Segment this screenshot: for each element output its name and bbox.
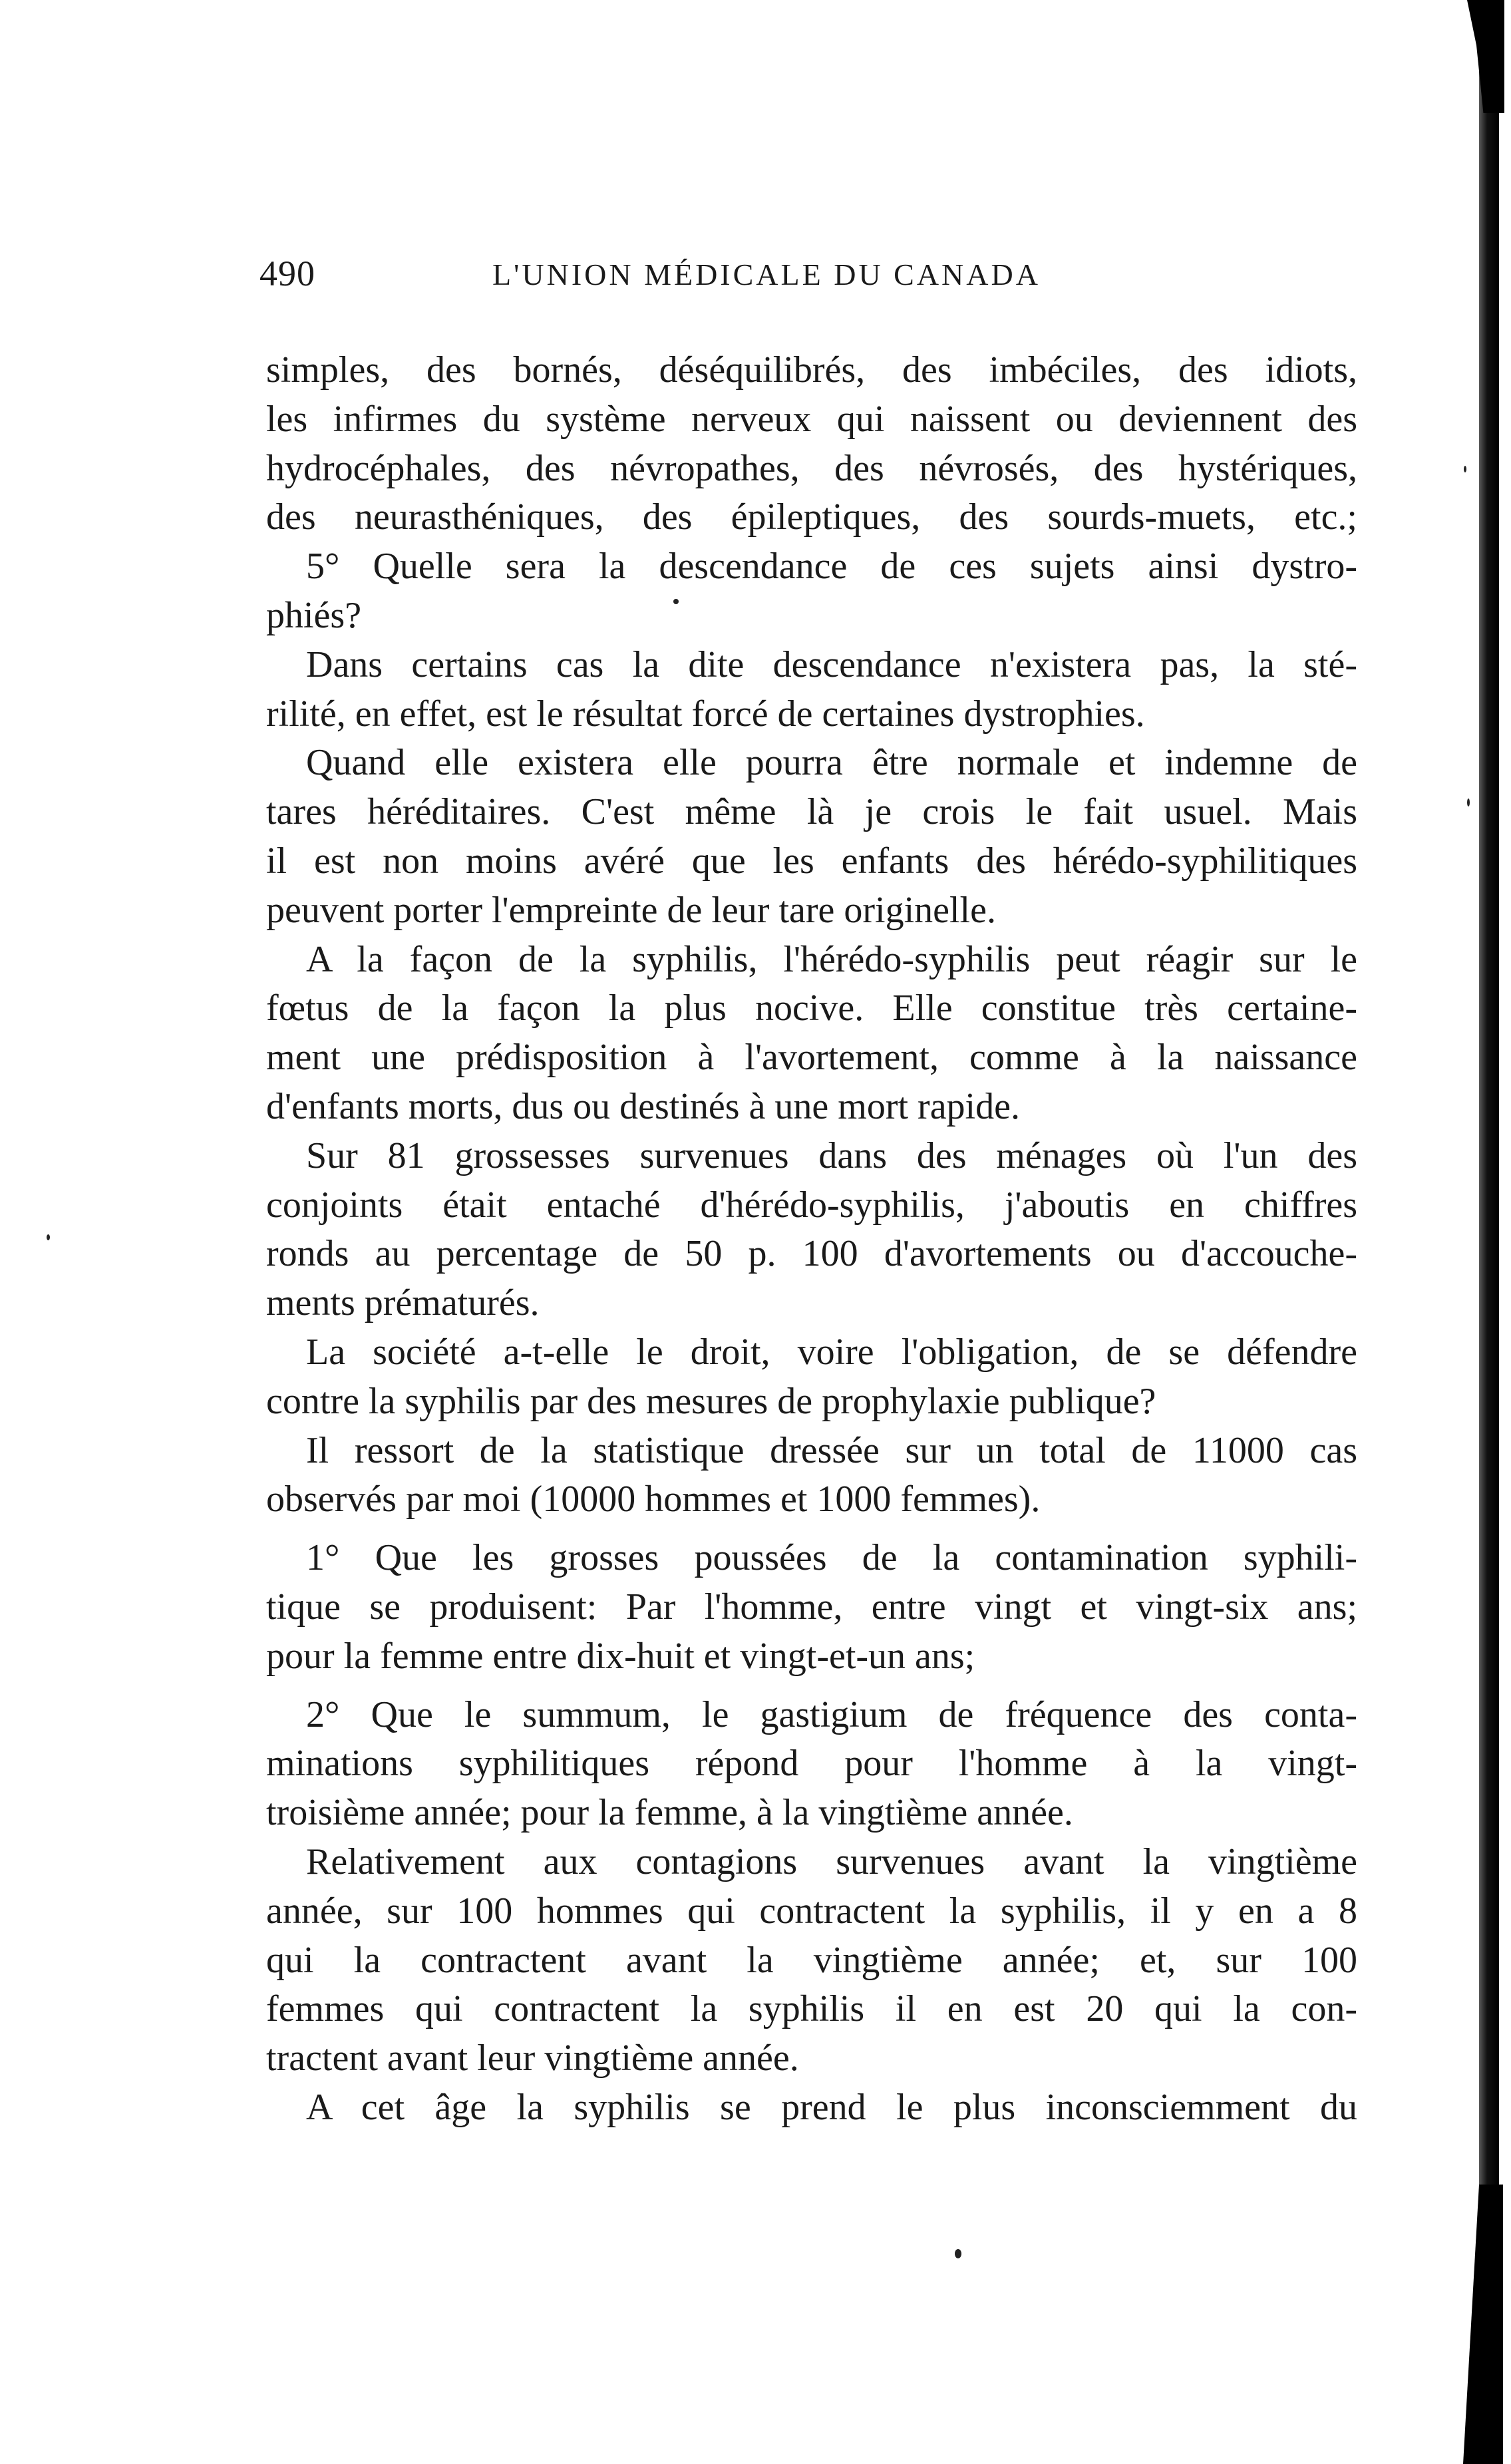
text-line: troisième année; pour la femme, à la vingtième année.	[266, 1792, 1073, 1834]
text-line: pour la femme entre dix-huit et vingt-et-un ans;	[266, 1635, 975, 1677]
text-line: A cet âge la syphilis se prend le plus inconsciemment du	[306, 2086, 1357, 2128]
text-line: peuvent porter l'empreinte de leur tare originelle.	[266, 889, 996, 931]
text-line: il est non moins avéré que les enfants des hérédo-syphilitiques	[266, 840, 1357, 882]
text-line: femmes qui contractent la syphilis il en est 20 qui la con-	[266, 1988, 1357, 2030]
text-line: ronds au percentage de 50 p. 100 d'avortements ou d'accouche-	[266, 1233, 1357, 1275]
text-line: conjoints était entaché d'hérédo-syphilis, j'aboutis en chiffres	[266, 1184, 1357, 1226]
scan-speck	[1467, 798, 1470, 806]
text-line: Relativement aux contagions survenues avant la vingtième	[306, 1841, 1357, 1882]
text-line: tares héréditaires. C'est même là je crois le fait usuel. Mais	[266, 791, 1357, 833]
text-line: qui la contractent avant la vingtième année; et, sur 100	[266, 1939, 1357, 1981]
text-line: phiés?	[266, 594, 362, 636]
text-line: contre la syphilis par des mesures de prophylaxie publique?	[266, 1380, 1156, 1422]
text-line: tique se produisent: Par l'homme, entre vingt et vingt-six ans;	[266, 1586, 1357, 1628]
scan-speck	[955, 2249, 961, 2258]
scan-speck	[1464, 466, 1466, 472]
text-line: observés par moi (10000 hommes et 1000 femmes).	[266, 1479, 1041, 1520]
running-title: L'UNION MÉDICALE DU CANADA	[492, 258, 1041, 291]
scan-edge-bottom-mark	[1463, 2185, 1503, 2464]
text-line: année, sur 100 hommes qui contractent la syphilis, il y en a 8	[266, 1890, 1357, 1932]
text-line: 5° Quelle sera la descendance de ces sujets ainsi dystro-	[306, 546, 1357, 588]
text-line: hydrocéphales, des névropathes, des névrosés, des hystériques,	[266, 447, 1357, 489]
text-line: minations syphilitiques répond pour l'homme à la vingt-	[266, 1743, 1357, 1785]
text-line: Dans certains cas la dite descendance n'existera pas, la sté-	[306, 643, 1357, 685]
text-line: 2° Que le summum, le gastigium de fréquence des conta-	[306, 1693, 1357, 1735]
scan-speck	[47, 1234, 50, 1240]
text-line: des neurasthéniques, des épileptiques, des sourds-muets, etc.;	[266, 496, 1357, 538]
body-text	[266, 346, 1357, 2133]
page-number: 490	[259, 254, 315, 293]
text-line: Sur 81 grossesses survenues dans des ménages où l'un des	[306, 1135, 1357, 1176]
text-line: ment une prédisposition à l'avortement, comme à la naissance	[266, 1037, 1357, 1079]
text-line: simples, des bornés, déséquilibrés, des imbéciles, des idiots,	[266, 349, 1357, 391]
text-line: rilité, en effet, est le résultat forcé de certaines dystrophies.	[266, 693, 1145, 735]
text-line: les infirmes du système nerveux qui naissent ou deviennent des	[266, 398, 1357, 440]
text-line: 1° Que les grosses poussées de la contamination syphili-	[306, 1537, 1357, 1579]
text-line: fœtus de la façon la plus nocive. Elle constitue très certaine-	[266, 987, 1357, 1029]
text-line: Quand elle existera elle pourra être normale et indemne de	[306, 742, 1357, 784]
text-line: A la façon de la syphilis, l'hérédo-syphilis peut réagir sur le	[306, 938, 1357, 980]
text-line: d'enfants morts, dus ou destinés à une mort rapide.	[266, 1085, 1020, 1127]
text-line: ments prématurés.	[266, 1282, 540, 1324]
page-header	[259, 253, 1364, 306]
scan-edge-shadow	[1479, 13, 1499, 2462]
scan-speck	[673, 599, 679, 604]
text-line: tractent avant leur vingtième année.	[266, 2037, 799, 2079]
text-line: La société a-t-elle le droit, voire l'obligation, de se défendre	[306, 1331, 1357, 1373]
text-line: Il ressort de la statistique dressée sur un total de 11000 cas	[306, 1429, 1357, 1471]
